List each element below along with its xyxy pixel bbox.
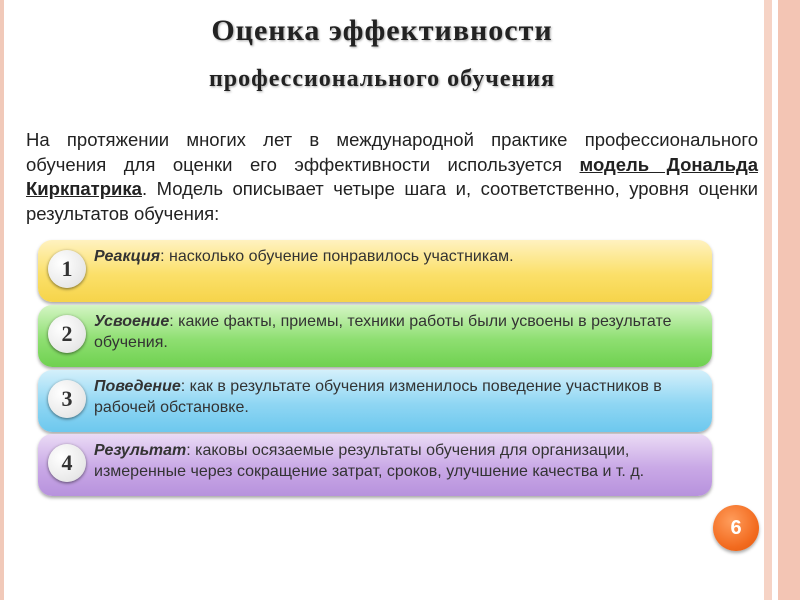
step-behavior <box>38 370 712 432</box>
intro-text-end: . Модель описывает четыре шага и, соответственно, уровня оценки результатов обучения: <box>26 178 758 224</box>
step-text: : насколько обучение понравилось участникам. <box>160 248 514 265</box>
intro-paragraph <box>26 128 758 226</box>
step-term: Поведение <box>94 378 181 395</box>
step-number-badge: 2 <box>48 315 86 353</box>
step-description <box>94 246 702 267</box>
step-text: : какие факты, приемы, техники работы были усвоены в результате обучения. <box>94 313 672 351</box>
step-text: : как в результате обучения изменилось поведение участников в рабочей обстановке. <box>94 378 662 416</box>
kirkpatrick-model-link[interactable]: модель Дональда Киркпатрика <box>26 153 759 199</box>
step-description <box>94 440 702 482</box>
step-learning <box>38 305 712 367</box>
step-number-badge: 4 <box>48 444 86 482</box>
step-reaction <box>38 240 712 302</box>
page-number-badge: 6 <box>713 505 759 551</box>
step-text: : каковы осязаемые результаты обучения для организации, измеренные через сокращение затрат, сроков, улучшение качества и т. д. <box>94 442 645 480</box>
step-description <box>94 311 702 353</box>
step-number-badge: 3 <box>48 380 86 418</box>
step-number-badge: 1 <box>48 250 86 288</box>
step-term: Усвоение <box>94 313 170 330</box>
step-results <box>38 434 712 496</box>
intro-text-start: На протяжении многих лет в международной практике профессионального обучения для оценки его эффективности используется <box>26 129 758 175</box>
slide-right-border <box>764 0 800 600</box>
slide-title-line1: Оценка эффективности <box>211 14 553 47</box>
step-term: Результат <box>94 442 187 459</box>
step-term: Реакция <box>94 248 161 265</box>
slide-title-line2: профессионального обучения <box>208 66 556 92</box>
step-description <box>94 376 702 418</box>
